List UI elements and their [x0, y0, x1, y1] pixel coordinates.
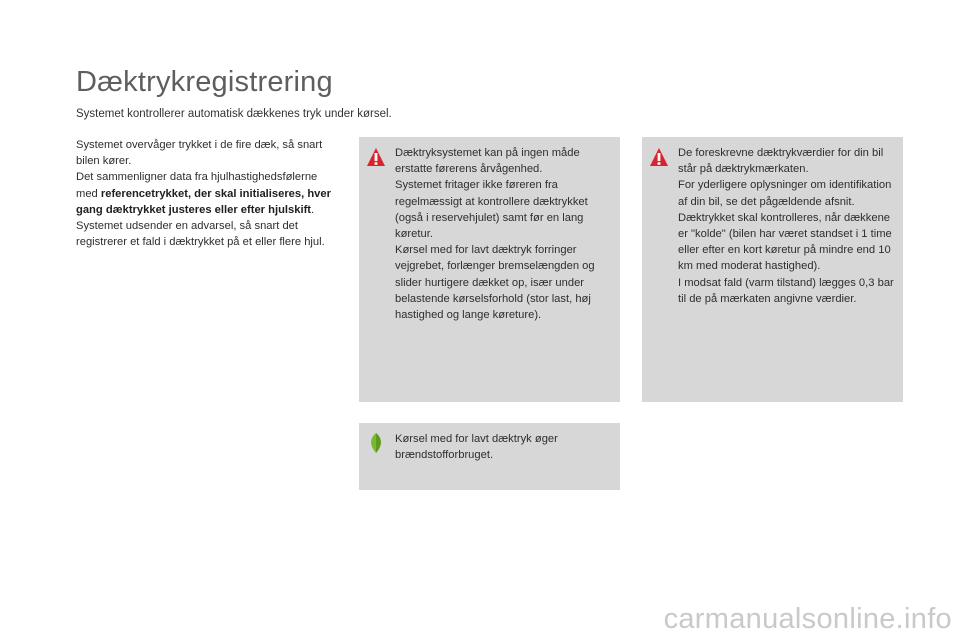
body-text — [76, 137, 341, 250]
warning-box-2 — [642, 137, 903, 402]
watermark: carmanualsonline.info — [663, 603, 952, 635]
eco-box-p1: Kørsel med for lavt dæktryk øger brændstofforbruget. — [395, 433, 558, 462]
warning-box-1-p2: Systemet fritager ikke føreren fra regelmæssigt at kontrollere dæktrykket (også i reservehjulet) samt før en lang køretur. — [395, 179, 588, 241]
warning-box-1-p3: Kørsel med for lavt dæktryk forringer vejgrebet, forlænger bremselængden og slider hurtigere dækket op, især under belastende kørselsforhold (stor last, høj hastighed og lange køreture). — [395, 244, 595, 322]
warning-icon — [649, 147, 669, 167]
eco-box — [359, 423, 620, 490]
warning-box-2-p1: De foreskrevne dæktrykværdier for din bil står på dæktrykmærkaten. — [678, 147, 884, 176]
eco-leaf-icon — [366, 432, 386, 454]
body-paragraph-2-suffix: . — [311, 203, 315, 216]
body-paragraph-2 — [76, 169, 341, 218]
warning-box-1 — [359, 137, 620, 402]
intro-text: Systemet kontrollerer automatisk dækkenes tryk under kørsel. — [76, 108, 392, 120]
eco-box-text — [395, 431, 612, 463]
warning-box-2-p2: For yderligere oplysninger om identifikation af din bil, se det pågældende afsnit. — [678, 179, 892, 208]
page-title: Dæktrykregistrering — [76, 66, 333, 98]
warning-box-1-text — [395, 145, 612, 323]
warning-box-2-p3: Dæktrykket skal kontrolleres, når dækkene er "kolde" (bilen har været standset i 1 time eller efter en kort køretur på mindre end 10 km med moderat hastighed). — [678, 211, 892, 273]
body-paragraph-1: Systemet overvåger trykket i de fire dæk, så snart bilen kører. — [76, 139, 323, 168]
body-paragraph-3: Systemet udsender en advarsel, så snart det registrerer et fald i dæktrykket på et eller flere hjul. — [76, 220, 325, 249]
body-paragraph-2-prefix: Det sammenligner data fra hjulhastighedsfølerne med — [76, 171, 318, 200]
body-paragraph-2-bold: referencetrykket, der skal initialiseres, hver gang dæktrykket justeres eller efter hjulskift — [76, 187, 331, 216]
warning-box-1-p1: Dæktryksystemet kan på ingen måde erstatte førerens årvågenhed. — [395, 147, 580, 176]
warning-box-2-text — [678, 145, 895, 307]
warning-box-2-p4: I modsat fald (varm tilstand) lægges 0,3 bar til de på mærkaten angivne værdier. — [678, 276, 894, 305]
warning-icon — [366, 147, 386, 167]
